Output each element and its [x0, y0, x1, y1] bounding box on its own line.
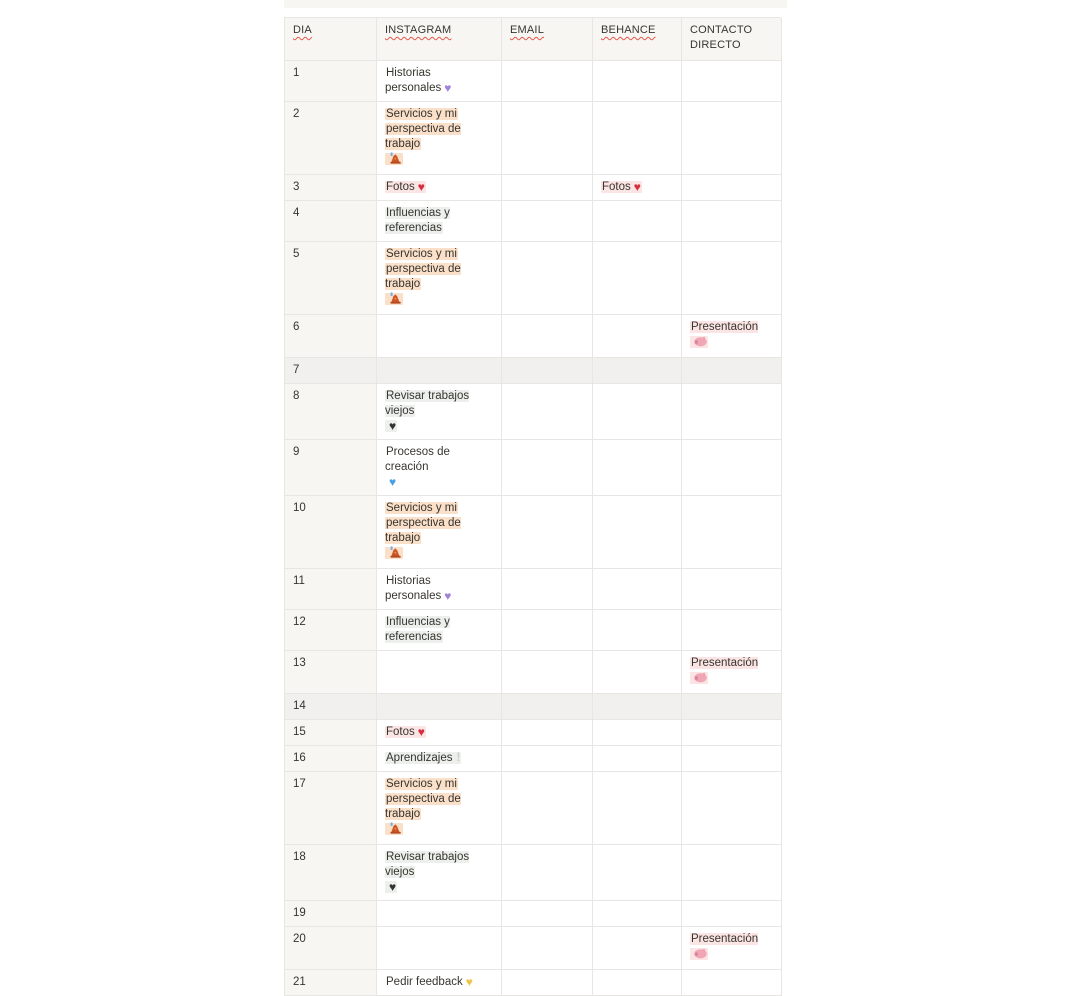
- page-divider-strip: [284, 0, 787, 8]
- cell-text: [385, 881, 397, 893]
- cell-text: Pedir feedback ♥: [386, 975, 473, 989]
- table-cell-email-day-16[interactable]: [502, 746, 593, 772]
- cell-text-line: [385, 501, 493, 516]
- table-cell-contacto_directo-day-19[interactable]: [682, 901, 782, 927]
- day-number: 21: [293, 976, 306, 988]
- cell-text: perspectiva de trabajo: [385, 263, 461, 290]
- table-cell-behance-day-5[interactable]: [593, 242, 682, 315]
- table-cell-instagram-day-21[interactable]: [377, 970, 502, 996]
- palette-icon: [389, 822, 402, 839]
- cell-text-line: [385, 66, 493, 96]
- table-cell-behance-day-7[interactable]: [593, 358, 682, 384]
- day-cell[interactable]: [285, 102, 377, 175]
- yellow-heart-icon: ♥: [465, 975, 473, 989]
- cell-text: perspectiva de trabajo: [385, 517, 461, 544]
- table-cell-contacto_directo-day-10[interactable]: [682, 496, 782, 569]
- cell-text: Influencias y referencias: [385, 207, 450, 234]
- cell-text: Revisar trabajos viejos: [385, 851, 470, 878]
- cell-text: [385, 153, 403, 165]
- cell-text: Historias personales ♥: [385, 67, 452, 95]
- table-cell-behance-day-4[interactable]: [593, 201, 682, 242]
- table-cell-contacto_directo-day-16[interactable]: [682, 746, 782, 772]
- cell-text-line: [385, 419, 493, 434]
- black-heart-icon: ♥: [389, 419, 397, 433]
- day-number: 3: [293, 181, 300, 193]
- day-cell[interactable]: [285, 242, 377, 315]
- table-cell-behance-day-17[interactable]: [593, 772, 682, 845]
- table-cell-contacto_directo-day-7[interactable]: [682, 358, 782, 384]
- day-cell[interactable]: [285, 201, 377, 242]
- cell-text-line: [385, 777, 493, 792]
- table-cell-instagram-day-2[interactable]: [377, 102, 502, 175]
- day-cell[interactable]: [285, 746, 377, 772]
- table-cell-email-day-4[interactable]: [502, 201, 593, 242]
- column-header-label: EMAIL: [510, 24, 545, 36]
- red-heart-icon: ♥: [417, 180, 425, 194]
- cell-text: [385, 823, 403, 835]
- pig-icon: [693, 948, 707, 964]
- day-number: 19: [293, 907, 306, 919]
- day-cell[interactable]: [285, 772, 377, 845]
- day-number: 13: [293, 657, 306, 669]
- table-cell-behance-day-10[interactable]: [593, 496, 682, 569]
- cell-text-line: [601, 180, 673, 195]
- cell-text-line: [385, 262, 493, 292]
- table-cell-instagram-day-15[interactable]: [377, 720, 502, 746]
- column-header-label: DIRECTO: [690, 39, 741, 51]
- day-number: 18: [293, 851, 306, 863]
- day-number: 20: [293, 933, 306, 945]
- table-cell-email-day-19[interactable]: [502, 901, 593, 927]
- day-number: 14: [293, 700, 306, 712]
- table-cell-contacto_directo-day-8[interactable]: [682, 384, 782, 440]
- table-cell-instagram-day-16[interactable]: [377, 746, 502, 772]
- cell-text: Servicios y mi: [386, 502, 457, 514]
- cell-text: Procesos de creación: [385, 446, 450, 473]
- table-cell-behance-day-14[interactable]: [593, 694, 682, 720]
- day-cell[interactable]: [285, 651, 377, 694]
- cell-text: [385, 420, 397, 432]
- table-cell-contacto_directo-day-9[interactable]: [682, 440, 782, 496]
- table-cell-instagram-day-14[interactable]: [377, 694, 502, 720]
- table-cell-email-day-12[interactable]: [502, 610, 593, 651]
- table-cell-email-day-18[interactable]: [502, 845, 593, 901]
- day-number: 5: [293, 248, 300, 260]
- cell-text-line: [385, 850, 493, 880]
- palette-icon: [389, 152, 402, 169]
- table-cell-instagram-day-18[interactable]: [377, 845, 502, 901]
- cell-text-line: [385, 615, 493, 645]
- table-cell-behance-day-11[interactable]: [593, 569, 682, 610]
- content-calendar-table: [284, 17, 781, 996]
- day-cell[interactable]: [285, 384, 377, 440]
- black-heart-icon: ♥: [389, 880, 397, 894]
- table-cell-behance-day-13[interactable]: [593, 651, 682, 694]
- cell-text: Presentación: [690, 321, 758, 348]
- day-number: 9: [293, 446, 300, 458]
- cell-text-line: [385, 389, 493, 419]
- day-cell[interactable]: [285, 970, 377, 996]
- table-cell-email-day-11[interactable]: [502, 569, 593, 610]
- cell-text-line: [385, 822, 493, 839]
- day-number: 1: [293, 67, 300, 79]
- cell-text: Fotos ♥: [386, 725, 425, 739]
- table-cell-contacto_directo-day-5[interactable]: [682, 242, 782, 315]
- column-header-instagram[interactable]: [377, 18, 502, 61]
- table-cell-contacto_directo-day-2[interactable]: [682, 102, 782, 175]
- cell-text: perspectiva de trabajo: [385, 123, 461, 150]
- table-cell-email-day-20[interactable]: [502, 927, 593, 970]
- table-cell-contacto_directo-day-14[interactable]: [682, 694, 782, 720]
- table-cell-instagram-day-10[interactable]: [377, 496, 502, 569]
- cell-text: Servicios y mi: [386, 778, 457, 790]
- cell-text: Servicios y mi: [386, 248, 457, 260]
- table-cell-instagram-day-5[interactable]: [377, 242, 502, 315]
- table-cell-email-day-3[interactable]: [502, 175, 593, 201]
- cell-text-line: [385, 247, 493, 262]
- day-cell[interactable]: [285, 927, 377, 970]
- table-cell-email-day-15[interactable]: [502, 720, 593, 746]
- day-number: 10: [293, 502, 306, 514]
- day-cell[interactable]: [285, 694, 377, 720]
- column-header-label: BEHANCE: [601, 24, 656, 36]
- table-cell-email-day-10[interactable]: [502, 496, 593, 569]
- table-cell-contacto_directo-day-20[interactable]: [682, 927, 782, 970]
- day-number: 2: [293, 108, 300, 120]
- table-cell-contacto_directo-day-3[interactable]: [682, 175, 782, 201]
- table-cell-instagram-day-4[interactable]: [377, 201, 502, 242]
- cell-text: Presentación: [690, 657, 758, 684]
- day-number: 16: [293, 752, 306, 764]
- table-cell-contacto_directo-day-18[interactable]: [682, 845, 782, 901]
- table-cell-email-day-5[interactable]: [502, 242, 593, 315]
- table-cell-behance-day-12[interactable]: [593, 610, 682, 651]
- table-cell-instagram-day-1[interactable]: [377, 61, 502, 102]
- day-number: 4: [293, 207, 300, 219]
- day-cell[interactable]: [285, 569, 377, 610]
- cell-text-line: [385, 445, 493, 475]
- column-header-label: INSTAGRAM: [385, 24, 452, 36]
- table-cell-contacto_directo-day-1[interactable]: [682, 61, 782, 102]
- column-header-contacto-directo[interactable]: [682, 18, 782, 61]
- day-number: 11: [293, 575, 305, 587]
- column-header-dia[interactable]: [285, 18, 377, 61]
- table-cell-behance-day-20[interactable]: [593, 927, 682, 970]
- cell-text-line: [385, 975, 493, 990]
- day-number: 8: [293, 390, 300, 402]
- cell-text-line: [385, 475, 493, 490]
- day-cell[interactable]: [285, 845, 377, 901]
- cell-text: Aprendizajes !: [386, 752, 461, 764]
- table-cell-behance-day-6[interactable]: [593, 315, 682, 358]
- column-header-behance[interactable]: [593, 18, 682, 61]
- table-cell-email-day-13[interactable]: [502, 651, 593, 694]
- purple-heart-icon: ♥: [444, 81, 452, 95]
- table-cell-instagram-day-3[interactable]: [377, 175, 502, 201]
- cell-text-line: [385, 751, 493, 766]
- table-cell-behance-day-18[interactable]: [593, 845, 682, 901]
- table-cell-behance-day-8[interactable]: [593, 384, 682, 440]
- table-cell-contacto_directo-day-15[interactable]: [682, 720, 782, 746]
- day-cell[interactable]: [285, 61, 377, 102]
- table-cell-instagram-day-12[interactable]: [377, 610, 502, 651]
- cell-text-line: [385, 516, 493, 546]
- cell-text-line: [385, 546, 493, 563]
- day-number: 15: [293, 726, 306, 738]
- day-number: 7: [293, 364, 300, 376]
- table-cell-instagram-day-13[interactable]: [377, 651, 502, 694]
- pig-icon: [693, 672, 707, 688]
- red-heart-icon: ♥: [417, 725, 425, 739]
- cell-text: perspectiva de trabajo: [385, 793, 461, 820]
- table-cell-instagram-day-8[interactable]: [377, 384, 502, 440]
- table-cell-instagram-day-6[interactable]: [377, 315, 502, 358]
- cell-text: [385, 476, 397, 488]
- cell-text: Fotos ♥: [386, 180, 425, 194]
- day-cell[interactable]: [285, 315, 377, 358]
- column-header-email[interactable]: [502, 18, 593, 61]
- table-cell-email-day-9[interactable]: [502, 440, 593, 496]
- cell-text: Presentación: [690, 933, 758, 960]
- cell-text: Historias personales ♥: [385, 575, 452, 603]
- cell-text: [385, 547, 403, 559]
- red-heart-icon: ♥: [633, 180, 641, 194]
- blue-heart-icon: ♥: [389, 475, 397, 489]
- pig-icon: [693, 336, 707, 352]
- day-number: 12: [293, 616, 306, 628]
- cell-text-line: [385, 574, 493, 604]
- table-cell-behance-day-19[interactable]: [593, 901, 682, 927]
- palette-icon: [389, 292, 402, 309]
- table-cell-email-day-21[interactable]: [502, 970, 593, 996]
- table-cell-contacto_directo-day-11[interactable]: [682, 569, 782, 610]
- cell-text-line: [385, 180, 493, 195]
- day-cell[interactable]: [285, 496, 377, 569]
- table-cell-contacto_directo-day-13[interactable]: [682, 651, 782, 694]
- cell-text-line: [385, 122, 493, 152]
- table-cell-contacto_directo-day-12[interactable]: [682, 610, 782, 651]
- day-cell[interactable]: [285, 175, 377, 201]
- table-cell-email-day-8[interactable]: [502, 384, 593, 440]
- table-cell-contacto_directo-day-4[interactable]: [682, 201, 782, 242]
- table-cell-email-day-14[interactable]: [502, 694, 593, 720]
- cell-text-line: [385, 152, 493, 169]
- day-cell[interactable]: [285, 358, 377, 384]
- table-cell-email-day-7[interactable]: [502, 358, 593, 384]
- column-header-label: CONTACTO: [690, 24, 753, 36]
- cell-text-line: [690, 320, 773, 352]
- cell-text-line: [385, 792, 493, 822]
- table-cell-instagram-day-19[interactable]: [377, 901, 502, 927]
- cell-text: Revisar trabajos viejos: [385, 390, 470, 417]
- table-cell-behance-day-2[interactable]: [593, 102, 682, 175]
- cell-text-line: [385, 206, 493, 236]
- palette-icon: [389, 546, 402, 563]
- cell-text-line: [690, 932, 773, 964]
- table-cell-contacto_directo-day-6[interactable]: [682, 315, 782, 358]
- day-number: 17: [293, 778, 306, 790]
- purple-heart-icon: ♥: [444, 589, 452, 603]
- table-cell-behance-day-1[interactable]: [593, 61, 682, 102]
- cell-text: Servicios y mi: [386, 108, 457, 120]
- day-cell[interactable]: [285, 440, 377, 496]
- table-cell-instagram-day-20[interactable]: [377, 927, 502, 970]
- cell-text-line: [385, 880, 493, 895]
- white-exclamation-icon: !: [456, 752, 461, 764]
- day-cell[interactable]: [285, 901, 377, 927]
- day-number: 6: [293, 321, 300, 333]
- cell-text: [385, 293, 403, 305]
- table-cell-contacto_directo-day-17[interactable]: [682, 772, 782, 845]
- table-cell-instagram-day-9[interactable]: [377, 440, 502, 496]
- table-cell-behance-day-15[interactable]: [593, 720, 682, 746]
- table-cell-instagram-day-7[interactable]: [377, 358, 502, 384]
- table-cell-behance-day-21[interactable]: [593, 970, 682, 996]
- cell-text-line: [385, 292, 493, 309]
- cell-text: Fotos ♥: [602, 180, 641, 194]
- cell-text: Influencias y referencias: [385, 616, 450, 643]
- table-cell-instagram-day-11[interactable]: [377, 569, 502, 610]
- table-cell-email-day-1[interactable]: [502, 61, 593, 102]
- column-header-label: DIA: [293, 24, 312, 36]
- table-cell-instagram-day-17[interactable]: [377, 772, 502, 845]
- table-cell-behance-day-3[interactable]: [593, 175, 682, 201]
- day-cell[interactable]: [285, 720, 377, 746]
- cell-text-line: [385, 107, 493, 122]
- table-cell-behance-day-9[interactable]: [593, 440, 682, 496]
- table-cell-behance-day-16[interactable]: [593, 746, 682, 772]
- table-cell-contacto_directo-day-21[interactable]: [682, 970, 782, 996]
- table-cell-email-day-6[interactable]: [502, 315, 593, 358]
- table-cell-email-day-17[interactable]: [502, 772, 593, 845]
- day-cell[interactable]: [285, 610, 377, 651]
- cell-text-line: [690, 656, 773, 688]
- table-cell-email-day-2[interactable]: [502, 102, 593, 175]
- cell-text-line: [385, 725, 493, 740]
